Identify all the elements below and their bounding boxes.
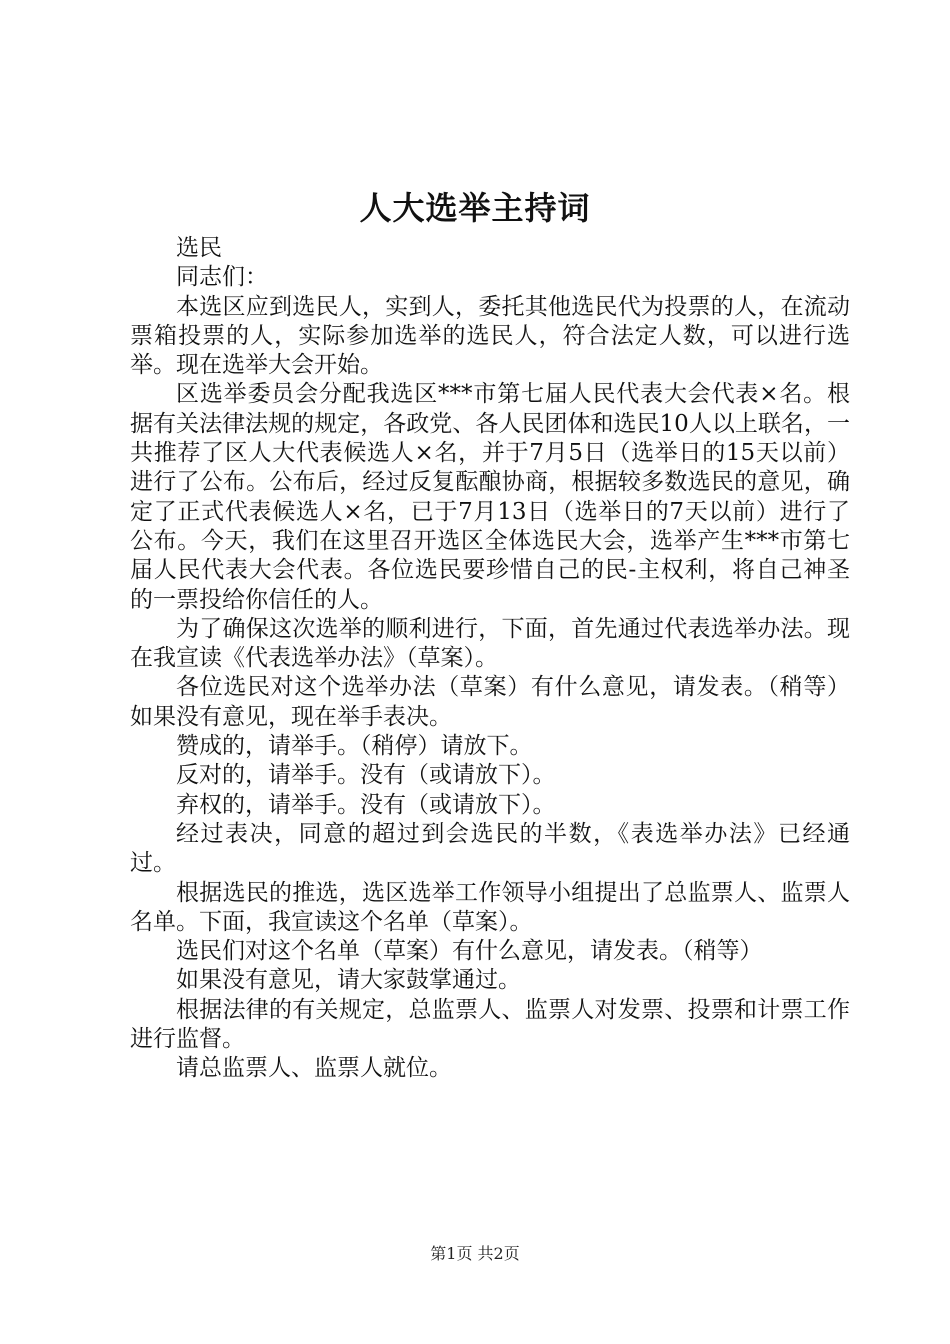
paragraph: 请总监票人、监票人就位。 — [176, 1055, 452, 1082]
paragraph: 区选举委员会分配我选区***市第七届人民代表大会代表×名。根据有关法律法规的规定，各政党、各人民团体和选民10人以上联名，一共推荐了区人大代表候选人×名，并于7月5日（选举日的15天以前）进行了公布。公布后，经过反复酝酿协商，根据较多数选民的意见，确定了正式代表候选人×名，已于7月13日（选举日的7天以前）进行了公布。今天，我们在这里召开选区全体选民大会，选举产生***市第七届人民代表大会代表。各位选民要珍惜自己的民-主权利，将自己神圣的一票投给你信任的人。 — [130, 381, 850, 613]
document-title: 人大选举主持词 — [359, 189, 591, 227]
paragraph: 各位选民对这个选举办法（草案）有什么意见，请发表。（稍等）如果没有意见，现在举手表决。 — [130, 674, 850, 730]
paragraph: 反对的，请举手。没有（或请放下）。 — [176, 762, 556, 789]
page-footer: 第1页 共2页 — [430, 1244, 520, 1263]
paragraph: 选民们对这个名单（草案）有什么意见，请发表。（稍等） — [176, 938, 763, 965]
paragraph: 本选区应到选民人，实到人，委托其他选民代为投票的人，在流动票箱投票的人，实际参加选举的选民人，符合法定人数，可以进行选举。现在选举大会开始。 — [130, 293, 850, 379]
paragraph: 赞成的，请举手。（稍停）请放下。 — [176, 733, 533, 760]
paragraph: 同志们： — [176, 264, 268, 291]
paragraph: 经过表决，同意的超过到会选民的半数，《表选举办法》已经通过。 — [130, 820, 850, 877]
paragraph: 选民 — [176, 235, 222, 261]
paragraph: 如果没有意见，请大家鼓掌通过。 — [176, 967, 521, 994]
document-body — [130, 234, 850, 1084]
paragraph: 弃权的，请举手。没有（或请放下）。 — [176, 791, 556, 818]
paragraph: 根据选民的推选，选区选举工作领导小组提出了总监票人、监票人名单。下面，我宣读这个名单（草案）。 — [130, 879, 850, 935]
paragraph: 为了确保这次选举的顺利进行，下面，首先通过代表选举办法。现在我宣读《代表选举办法》（草案）。 — [130, 615, 850, 672]
paragraph: 根据法律的有关规定，总监票人、监票人对发票、投票和计票工作进行监督。 — [130, 996, 850, 1053]
